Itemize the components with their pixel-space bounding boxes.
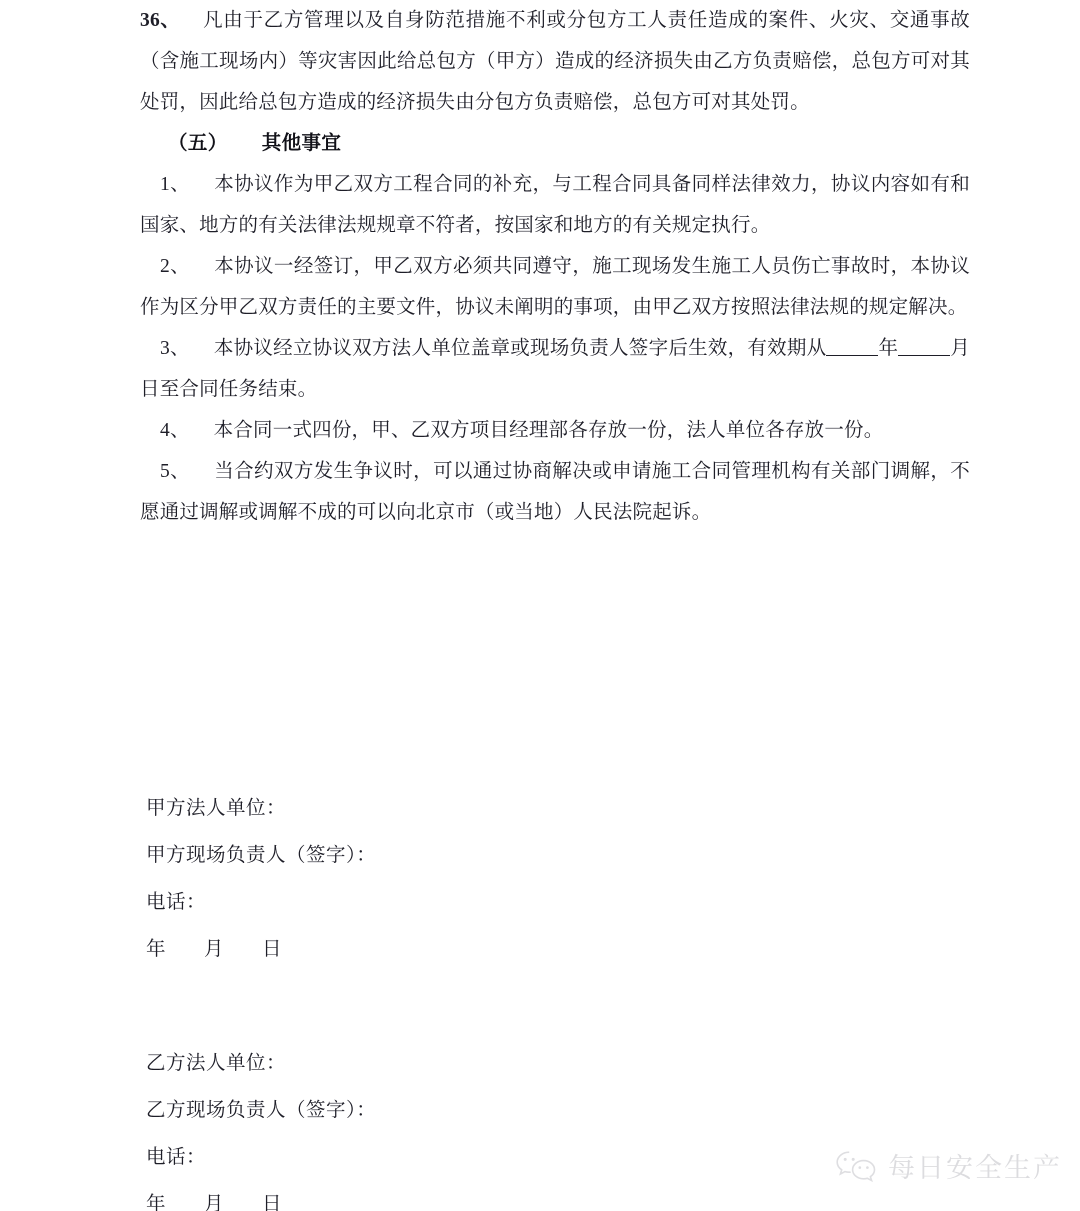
paragraph-text-after-month: 日至合同任务结束。 — [140, 379, 318, 400]
party-b-date-year: 年 — [146, 1194, 167, 1211]
party-b-signer-line: 乙方现场负责人（签字）： — [146, 1100, 377, 1121]
wechat-icon — [834, 1149, 878, 1183]
watermark — [834, 1146, 1062, 1185]
paragraph-text: 本协议一经签订，甲乙双方必须共同遵守，施工现场发生施工人员伤亡事故时，本协议作为区分甲乙双方责任的主要文件，协议未阐明的事项，由甲乙双方按照法律法规的规定解决。 — [140, 256, 970, 318]
party-a-date-month: 月 — [204, 939, 225, 960]
party-b-phone-line: 电话： — [146, 1147, 207, 1168]
month-blank-field[interactable] — [898, 355, 950, 356]
paragraph-item-36 — [140, 0, 970, 123]
paragraph-number: 2、 — [160, 256, 191, 277]
watermark-text: 每日安全生产 — [888, 1153, 1062, 1183]
year-blank-field[interactable] — [826, 355, 878, 356]
party-a-phone-line: 电话： — [146, 892, 207, 913]
party-b-date-month: 月 — [204, 1194, 225, 1211]
party-b-entity-line: 乙方法人单位： — [146, 1053, 287, 1074]
paragraph-item-4 — [140, 410, 970, 451]
paragraph-text: 当合约双方发生争议时，可以通过协商解决或申请施工合同管理机构有关部门调解，不愿通过调解或调解不成的可以向北京市（或当地）人民法院起诉。 — [140, 461, 970, 523]
party-a-date-day: 日 — [262, 939, 283, 960]
party-a-entity-line: 甲方法人单位： — [146, 798, 287, 819]
month-label: 月 — [950, 338, 971, 359]
party-b-date-line — [146, 1181, 376, 1211]
document-body — [140, 0, 970, 533]
paragraph-text-before-year: 本协议经立协议双方法人单位盖章或现场负责人签字后生效，有效期从 — [213, 338, 827, 359]
party-b-date-day: 日 — [262, 1194, 283, 1211]
year-label: 年 — [878, 338, 899, 359]
signature-block-party-b — [146, 1040, 376, 1211]
paragraph-number: 36、 — [140, 10, 181, 31]
paragraph-number: 5、 — [160, 461, 191, 482]
paragraph-number: 3、 — [160, 338, 190, 359]
section-heading — [140, 123, 970, 164]
paragraph-text: 本合同一式四份，甲、乙双方项目经理部各存放一份，法人单位各存放一份。 — [213, 420, 884, 441]
paragraph-text: 本协议作为甲乙双方工程合同的补充，与工程合同具备同样法律效力，协议内容如有和国家、地方的有关法律法规规章不符者，按国家和地方的有关规定执行。 — [140, 174, 970, 236]
party-a-signer-line: 甲方现场负责人（签字）： — [146, 845, 377, 866]
paragraph-item-2 — [140, 246, 970, 328]
section-heading-title: 其他事宜 — [261, 133, 342, 154]
party-a-date-line — [146, 926, 376, 973]
paragraph-item-3 — [140, 328, 970, 410]
signature-block-party-a — [146, 785, 376, 973]
paragraph-number: 4、 — [160, 420, 190, 441]
party-a-date-year: 年 — [146, 939, 167, 960]
paragraph-number: 1、 — [160, 174, 191, 195]
section-heading-label: （五） — [168, 133, 228, 154]
paragraph-text: 凡由于乙方管理以及自身防范措施不利或分包方工人责任造成的案件、火灾、交通事故（含施工现场内）等灾害因此给总包方（甲方）造成的经济损失由乙方负责赔偿，总包方可对其处罚，因此给总包方造成的经济损失由分包方负责赔偿，总包方可对其处罚。 — [140, 10, 970, 113]
paragraph-item-1 — [140, 164, 970, 246]
paragraph-item-5 — [140, 451, 970, 533]
